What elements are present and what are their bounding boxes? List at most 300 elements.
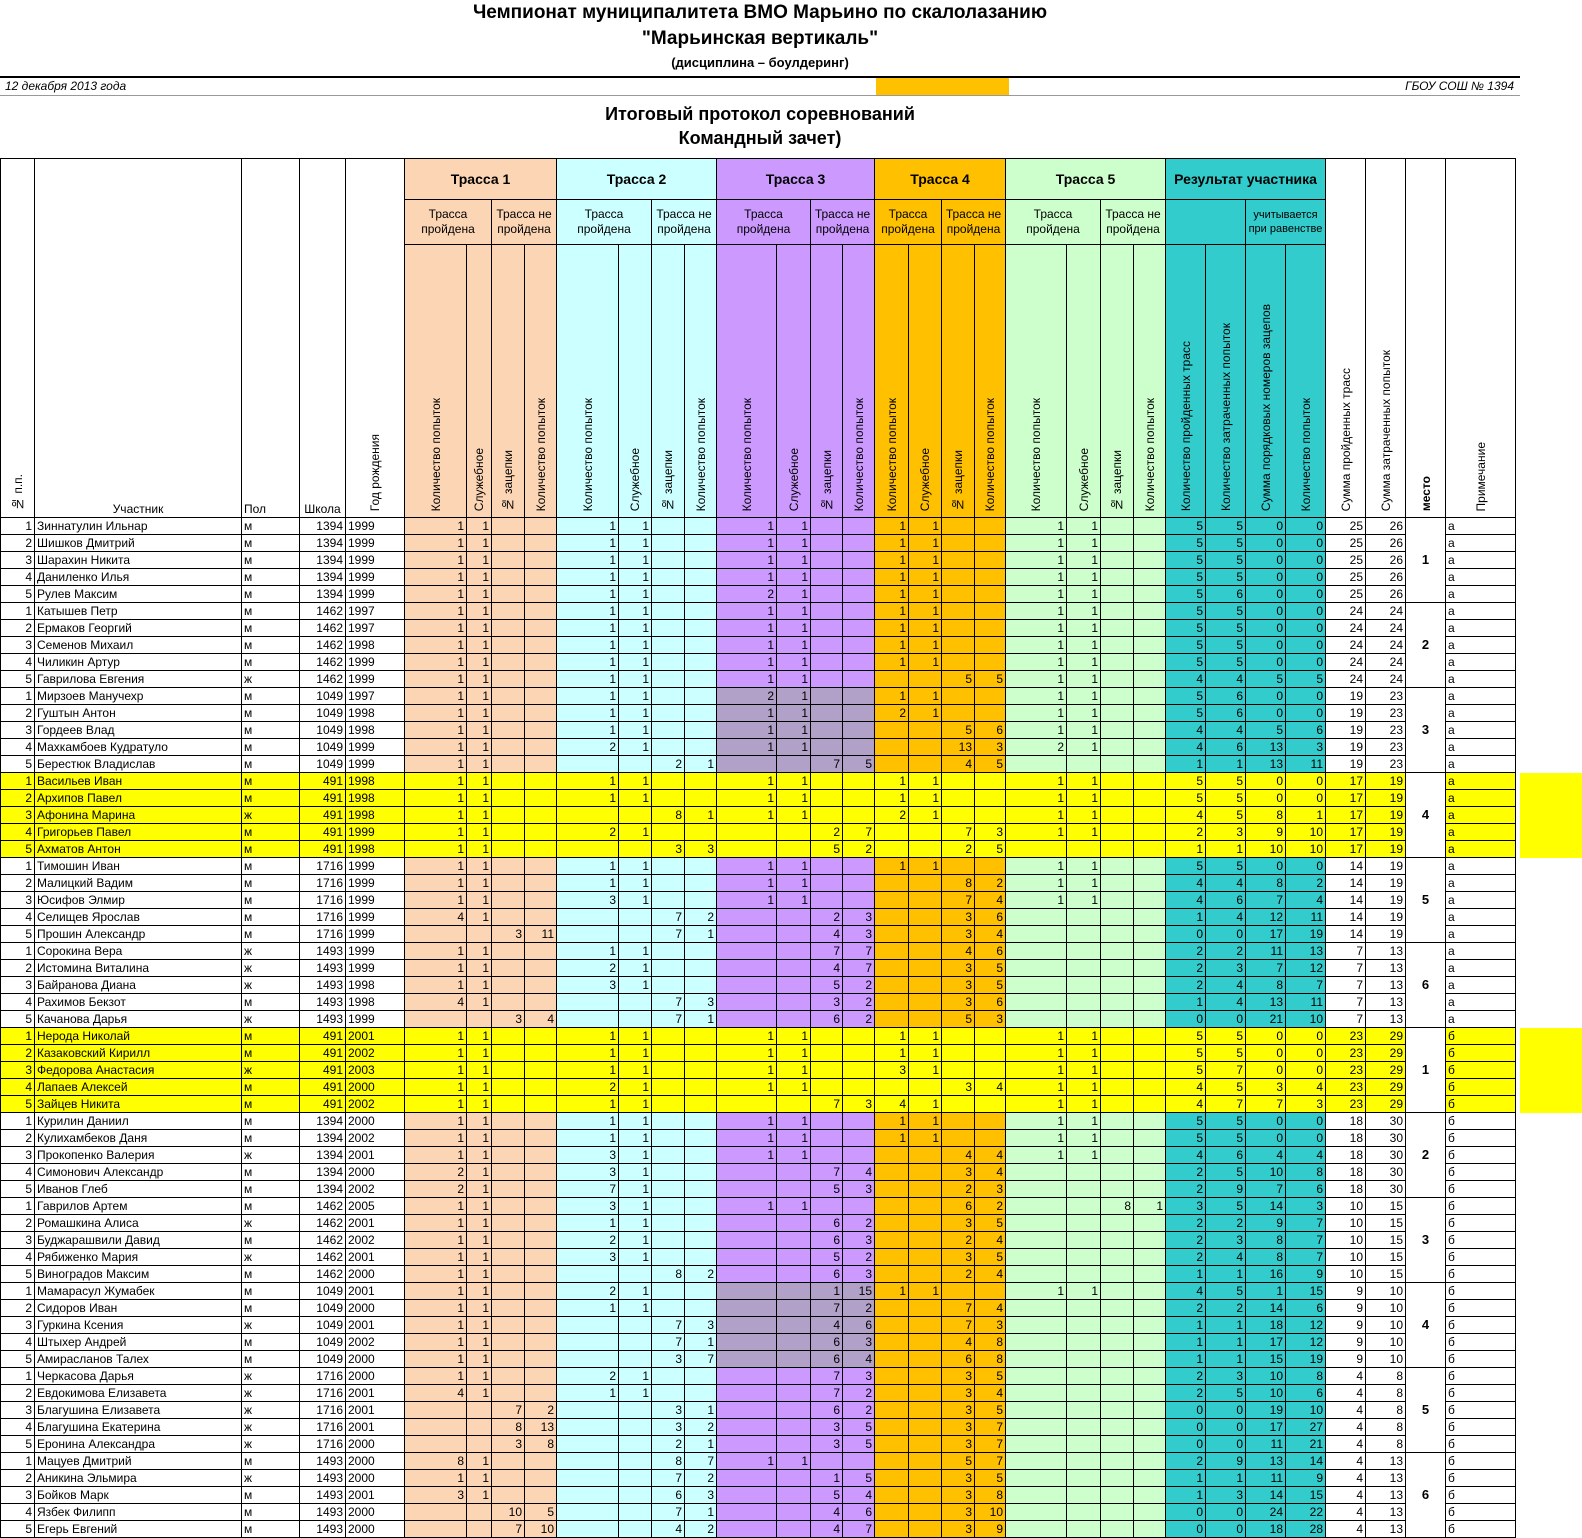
route-4-value: 5 bbox=[975, 1249, 1006, 1266]
title-line-1: Чемпионат муниципалитета ВМО Марьино по скалолазанию bbox=[472, 2, 1048, 23]
route-4-value bbox=[909, 1419, 942, 1436]
result-value: 2 bbox=[1286, 875, 1326, 892]
participant-row bbox=[1, 1113, 1516, 1130]
participant-sex: м bbox=[242, 739, 300, 756]
sum-value: 13 bbox=[1366, 1521, 1406, 1538]
route-5-col-attempts: Количество попыток bbox=[1134, 245, 1166, 518]
route-4-value: 6 bbox=[975, 943, 1006, 960]
route-5-value: 1 bbox=[1067, 1062, 1101, 1079]
route-1-value bbox=[525, 1368, 557, 1385]
route-3-header: Трасса 3 bbox=[717, 159, 875, 200]
sum-value: 25 bbox=[1326, 586, 1366, 603]
route-4-value: 2 bbox=[975, 875, 1006, 892]
participant-row bbox=[1, 586, 1516, 603]
participant-name: Черкасова Дарья bbox=[35, 1368, 242, 1385]
route-4-value: 6 bbox=[942, 1198, 975, 1215]
sum-value: 29 bbox=[1366, 1079, 1406, 1096]
route-1-value bbox=[525, 671, 557, 688]
birth-year: 1999 bbox=[346, 943, 405, 960]
participant-sex: ж bbox=[242, 1011, 300, 1028]
row-number: 2 bbox=[1, 1470, 35, 1487]
route-3-value: 7 bbox=[843, 943, 875, 960]
result-value: 3 bbox=[1206, 1368, 1246, 1385]
route-1-value bbox=[467, 926, 492, 943]
result-value: 5 bbox=[1206, 603, 1246, 620]
sum-value: 29 bbox=[1366, 1096, 1406, 1113]
route-5-value bbox=[1134, 1045, 1166, 1062]
note-value: б bbox=[1446, 1198, 1516, 1215]
route-2-header: Трасса 2 bbox=[557, 159, 717, 200]
route-5-value bbox=[1006, 909, 1067, 926]
route-5-value bbox=[1067, 1317, 1101, 1334]
col-num: № п.п. bbox=[1, 159, 35, 518]
route-4-value: 3 bbox=[975, 824, 1006, 841]
route-4-value bbox=[942, 790, 975, 807]
row-number: 5 bbox=[1, 1181, 35, 1198]
route-5-value bbox=[1134, 1317, 1166, 1334]
participant-sex: м bbox=[242, 1232, 300, 1249]
result-value: 8 bbox=[1286, 1368, 1326, 1385]
row-number: 4 bbox=[1, 824, 35, 841]
route-5-value bbox=[1006, 1011, 1067, 1028]
route-1-value: 3 bbox=[492, 1436, 525, 1453]
route-5-value bbox=[1134, 1164, 1166, 1181]
route-1-value bbox=[525, 552, 557, 569]
route-5-value bbox=[1101, 1079, 1134, 1096]
result-value: 4 bbox=[1206, 671, 1246, 688]
participant-row bbox=[1, 1521, 1516, 1538]
route-5-value: 1 bbox=[1006, 773, 1067, 790]
result-value: 3 bbox=[1206, 824, 1246, 841]
event-date: 12 декабря 2013 года bbox=[5, 79, 127, 93]
result-value: 0 bbox=[1286, 637, 1326, 654]
sum-value: 10 bbox=[1326, 1232, 1366, 1249]
route-5-value: 1 bbox=[1067, 807, 1101, 824]
sum-value: 8 bbox=[1366, 1419, 1406, 1436]
route-1-value: 1 bbox=[467, 1147, 492, 1164]
route-1-value bbox=[525, 1317, 557, 1334]
route-1-value: 1 bbox=[467, 1453, 492, 1470]
route-2-value bbox=[652, 1368, 685, 1385]
route-4-value: 2 bbox=[875, 807, 909, 824]
result-value: 8 bbox=[1246, 875, 1286, 892]
route-4-value bbox=[875, 1470, 909, 1487]
route-2-value: 7 bbox=[652, 1334, 685, 1351]
route-2-value: 1 bbox=[619, 1028, 652, 1045]
route-5-value: 1 bbox=[1006, 569, 1067, 586]
route-2-value bbox=[652, 1147, 685, 1164]
route-1-value: 1 bbox=[467, 1487, 492, 1504]
result-value: 10 bbox=[1286, 1011, 1326, 1028]
participant-row bbox=[1, 1045, 1516, 1062]
participant-sex: м bbox=[242, 1079, 300, 1096]
result-value: 13 bbox=[1246, 1453, 1286, 1470]
result-value: 0 bbox=[1286, 1045, 1326, 1062]
result-value: 0 bbox=[1286, 1028, 1326, 1045]
r3-not-passed: Трасса не пройдена bbox=[811, 200, 875, 245]
route-2-value bbox=[652, 875, 685, 892]
route-5-value bbox=[1101, 1351, 1134, 1368]
participant-row bbox=[1, 535, 1516, 552]
route-2-value: 2 bbox=[652, 1436, 685, 1453]
note-value: а bbox=[1446, 807, 1516, 824]
route-1-value bbox=[492, 960, 525, 977]
route-4-value bbox=[875, 1453, 909, 1470]
result-value: 5 bbox=[1206, 1079, 1246, 1096]
route-3-value: 1 bbox=[777, 586, 811, 603]
route-2-value bbox=[619, 1402, 652, 1419]
route-5-value bbox=[1006, 1521, 1067, 1538]
route-2-value: 1 bbox=[619, 960, 652, 977]
route-4-value: 6 bbox=[942, 1351, 975, 1368]
participant-sex: м bbox=[242, 1283, 300, 1300]
route-2-value bbox=[652, 1232, 685, 1249]
route-1-value: 1 bbox=[467, 1062, 492, 1079]
route-3-value: 1 bbox=[777, 875, 811, 892]
note-value: а bbox=[1446, 637, 1516, 654]
birth-year: 1999 bbox=[346, 535, 405, 552]
participant-name: Катышев Петр bbox=[35, 603, 242, 620]
route-1-value bbox=[492, 1470, 525, 1487]
route-3-value bbox=[843, 620, 875, 637]
route-1-value bbox=[467, 1011, 492, 1028]
result-value: 1 bbox=[1166, 841, 1206, 858]
route-1-value: 4 bbox=[405, 1385, 467, 1402]
result-value: 5 bbox=[1166, 654, 1206, 671]
team-place: 4 bbox=[1406, 1283, 1446, 1368]
r4-not-passed: Трасса не пройдена bbox=[942, 200, 1006, 245]
participant-school: 1394 bbox=[300, 1147, 346, 1164]
route-1-value: 1 bbox=[467, 1300, 492, 1317]
route-5-value bbox=[1101, 1181, 1134, 1198]
participant-sex: м bbox=[242, 518, 300, 535]
row-number: 4 bbox=[1, 1249, 35, 1266]
route-4-value bbox=[909, 739, 942, 756]
birth-year: 1998 bbox=[346, 790, 405, 807]
birth-year: 2001 bbox=[346, 1487, 405, 1504]
route-4-value: 2 bbox=[942, 1266, 975, 1283]
participant-row bbox=[1, 1436, 1516, 1453]
result-value: 0 bbox=[1166, 1402, 1206, 1419]
result-value: 6 bbox=[1286, 1385, 1326, 1402]
route-2-value bbox=[652, 1181, 685, 1198]
route-5-value bbox=[1006, 1402, 1067, 1419]
route-4-value: 4 bbox=[975, 1385, 1006, 1402]
route-1-value: 1 bbox=[405, 1266, 467, 1283]
sum-value: 15 bbox=[1366, 1232, 1406, 1249]
result-value: 0 bbox=[1286, 654, 1326, 671]
sum-value: 10 bbox=[1326, 1249, 1366, 1266]
route-3-value: 4 bbox=[843, 1351, 875, 1368]
route-3-value: 1 bbox=[777, 790, 811, 807]
route-1-value: 5 bbox=[525, 1504, 557, 1521]
route-3-value: 1 bbox=[717, 705, 777, 722]
route-4-value: 1 bbox=[909, 603, 942, 620]
route-2-value: 1 bbox=[619, 654, 652, 671]
route-3-value: 1 bbox=[777, 1113, 811, 1130]
route-2-value: 1 bbox=[619, 518, 652, 535]
route-5-value bbox=[1101, 824, 1134, 841]
team-place: 4 bbox=[1406, 773, 1446, 858]
result-value: 7 bbox=[1246, 960, 1286, 977]
participant-row bbox=[1, 1232, 1516, 1249]
participant-sex: ж bbox=[242, 1402, 300, 1419]
route-2-value: 1 bbox=[685, 756, 717, 773]
result-value: 9 bbox=[1206, 1181, 1246, 1198]
meta-row bbox=[0, 76, 1520, 96]
route-4-value: 3 bbox=[942, 1436, 975, 1453]
birth-year: 2000 bbox=[346, 1453, 405, 1470]
sum-value: 9 bbox=[1326, 1351, 1366, 1368]
participant-school: 1493 bbox=[300, 1453, 346, 1470]
route-4-value bbox=[909, 960, 942, 977]
sum-value: 23 bbox=[1326, 1045, 1366, 1062]
route-4-value: 1 bbox=[875, 518, 909, 535]
route-2-value: 2 bbox=[557, 739, 619, 756]
route-2-value bbox=[557, 841, 619, 858]
birth-year: 2000 bbox=[346, 1504, 405, 1521]
route-3-value: 1 bbox=[777, 1079, 811, 1096]
result-value: 5 bbox=[1206, 552, 1246, 569]
sum-value: 24 bbox=[1366, 637, 1406, 654]
participant-name: Евдокимова Елизавета bbox=[35, 1385, 242, 1402]
route-2-value bbox=[685, 586, 717, 603]
route-1-value: 1 bbox=[467, 807, 492, 824]
participant-school: 1462 bbox=[300, 1198, 346, 1215]
note-value: б bbox=[1446, 1045, 1516, 1062]
route-1-value: 1 bbox=[405, 654, 467, 671]
participant-sex: м bbox=[242, 858, 300, 875]
route-4-value bbox=[875, 1147, 909, 1164]
sum-value: 23 bbox=[1366, 705, 1406, 722]
sum-value: 8 bbox=[1366, 1385, 1406, 1402]
route-2-value bbox=[685, 943, 717, 960]
route-1-value bbox=[525, 824, 557, 841]
result-value: 15 bbox=[1246, 1351, 1286, 1368]
participant-sex: м bbox=[242, 1130, 300, 1147]
route-2-value: 1 bbox=[619, 858, 652, 875]
result-value: 2 bbox=[1166, 1181, 1206, 1198]
route-1-value: 1 bbox=[467, 790, 492, 807]
route-5-value bbox=[1101, 1232, 1134, 1249]
result-value: 3 bbox=[1286, 1198, 1326, 1215]
route-3-value bbox=[811, 1198, 843, 1215]
route-4-value bbox=[909, 1011, 942, 1028]
participant-row bbox=[1, 807, 1516, 824]
route-4-value: 1 bbox=[875, 1113, 909, 1130]
result-value: 5 bbox=[1206, 654, 1246, 671]
route-5-value: 1 bbox=[1067, 1045, 1101, 1062]
route-1-value: 1 bbox=[467, 1181, 492, 1198]
birth-year: 1999 bbox=[346, 739, 405, 756]
route-1-value bbox=[525, 1147, 557, 1164]
route-3-value bbox=[777, 1164, 811, 1181]
birth-year: 2001 bbox=[346, 1385, 405, 1402]
participant-sex: м bbox=[242, 1266, 300, 1283]
route-1-value bbox=[525, 620, 557, 637]
route-1-value: 2 bbox=[405, 1181, 467, 1198]
route-2-value: 7 bbox=[652, 1470, 685, 1487]
route-4-value bbox=[875, 671, 909, 688]
route-4-value bbox=[875, 841, 909, 858]
route-2-value bbox=[557, 1436, 619, 1453]
result-value: 0 bbox=[1246, 620, 1286, 637]
route-1-value bbox=[525, 960, 557, 977]
note-value: б bbox=[1446, 1453, 1516, 1470]
sum-value: 7 bbox=[1326, 943, 1366, 960]
sum-value: 24 bbox=[1326, 637, 1366, 654]
sum-value: 4 bbox=[1326, 1470, 1366, 1487]
row-number: 3 bbox=[1, 1147, 35, 1164]
route-1-value: 1 bbox=[467, 518, 492, 535]
route-4-value: 4 bbox=[975, 1079, 1006, 1096]
route-5-value bbox=[1134, 858, 1166, 875]
route-1-value: 1 bbox=[467, 535, 492, 552]
note-value: а bbox=[1446, 654, 1516, 671]
sum-value: 26 bbox=[1366, 569, 1406, 586]
row-number: 1 bbox=[1, 1113, 35, 1130]
route-5-value bbox=[1006, 1436, 1067, 1453]
route-4-value bbox=[909, 1198, 942, 1215]
result-value: 8 bbox=[1246, 807, 1286, 824]
result-value: 2 bbox=[1166, 1164, 1206, 1181]
result-value: 4 bbox=[1206, 1249, 1246, 1266]
route-5-value bbox=[1134, 1487, 1166, 1504]
route-2-value: 1 bbox=[619, 1368, 652, 1385]
route-2-value bbox=[685, 1045, 717, 1062]
birth-year: 2002 bbox=[346, 1232, 405, 1249]
route-3-value bbox=[777, 1317, 811, 1334]
route-2-value bbox=[557, 1317, 619, 1334]
route-5-value bbox=[1134, 926, 1166, 943]
route-1-value: 1 bbox=[467, 1351, 492, 1368]
result-value: 0 bbox=[1286, 586, 1326, 603]
route-1-value: 1 bbox=[467, 892, 492, 909]
route-4-value: 3 bbox=[942, 1504, 975, 1521]
route-5-value bbox=[1006, 1385, 1067, 1402]
route-1-value: 1 bbox=[405, 960, 467, 977]
result-value: 0 bbox=[1246, 1028, 1286, 1045]
route-2-value bbox=[685, 688, 717, 705]
route-5-value bbox=[1134, 569, 1166, 586]
result-value: 1 bbox=[1166, 909, 1206, 926]
route-3-value bbox=[811, 1079, 843, 1096]
participant-row bbox=[1, 705, 1516, 722]
result-value: 4 bbox=[1166, 892, 1206, 909]
route-1-value bbox=[492, 875, 525, 892]
result-value: 2 bbox=[1166, 1368, 1206, 1385]
route-1-value: 1 bbox=[405, 824, 467, 841]
route-4-value: 1 bbox=[909, 637, 942, 654]
route-5-value bbox=[1067, 1181, 1101, 1198]
result-value: 1 bbox=[1206, 1351, 1246, 1368]
note-value: б bbox=[1446, 1470, 1516, 1487]
note-value: а bbox=[1446, 586, 1516, 603]
route-1-value: 1 bbox=[405, 1215, 467, 1232]
route-3-value bbox=[843, 637, 875, 654]
participant-row bbox=[1, 1504, 1516, 1521]
route-2-value bbox=[685, 790, 717, 807]
route-3-value bbox=[843, 688, 875, 705]
route-5-value: 1 bbox=[1006, 1062, 1067, 1079]
route-3-value bbox=[811, 739, 843, 756]
participant-row bbox=[1, 1011, 1516, 1028]
participant-sex: м bbox=[242, 620, 300, 637]
route-3-value: 3 bbox=[843, 1096, 875, 1113]
route-2-value: 1 bbox=[619, 773, 652, 790]
row-number: 4 bbox=[1, 994, 35, 1011]
route-3-value: 3 bbox=[843, 1266, 875, 1283]
route-4-value bbox=[942, 807, 975, 824]
route-4-value: 1 bbox=[875, 535, 909, 552]
route-3-value bbox=[717, 1470, 777, 1487]
participant-school: 491 bbox=[300, 1045, 346, 1062]
route-4-value bbox=[942, 1130, 975, 1147]
route-5-value bbox=[1067, 1198, 1101, 1215]
route-5-value: 1 bbox=[1067, 892, 1101, 909]
route-3-value: 2 bbox=[843, 977, 875, 994]
route-4-value bbox=[909, 1351, 942, 1368]
route-5-value bbox=[1134, 1215, 1166, 1232]
route-4-value bbox=[909, 1079, 942, 1096]
route-5-value: 1 bbox=[1067, 688, 1101, 705]
route-3-value bbox=[811, 722, 843, 739]
route-4-value bbox=[975, 535, 1006, 552]
route-1-value: 1 bbox=[405, 1198, 467, 1215]
route-4-value: 1 bbox=[909, 1045, 942, 1062]
r5-passed: Трасса пройдена bbox=[1006, 200, 1101, 245]
row-number: 3 bbox=[1, 1232, 35, 1249]
route-4-value: 2 bbox=[942, 1232, 975, 1249]
sum-value: 23 bbox=[1326, 1079, 1366, 1096]
row-number: 3 bbox=[1, 892, 35, 909]
route-5-value bbox=[1101, 994, 1134, 1011]
route-5-value bbox=[1006, 1419, 1067, 1436]
result-value: 0 bbox=[1286, 705, 1326, 722]
route-5-value: 1 bbox=[1006, 586, 1067, 603]
route-4-value bbox=[975, 807, 1006, 824]
route-2-value: 2 bbox=[557, 960, 619, 977]
route-5-value bbox=[1101, 943, 1134, 960]
result-value: 5 bbox=[1166, 773, 1206, 790]
route-3-value bbox=[777, 909, 811, 926]
route-1-value: 1 bbox=[467, 637, 492, 654]
sum-value: 24 bbox=[1326, 603, 1366, 620]
sum-value: 10 bbox=[1326, 1266, 1366, 1283]
route-5-value bbox=[1006, 1249, 1067, 1266]
participant-school: 1716 bbox=[300, 875, 346, 892]
sum-value: 4 bbox=[1326, 1385, 1366, 1402]
route-4-value bbox=[909, 1181, 942, 1198]
route-2-value: 1 bbox=[557, 603, 619, 620]
route-4-value: 3 bbox=[975, 1011, 1006, 1028]
participant-row bbox=[1, 1453, 1516, 1470]
route-2-value: 1 bbox=[685, 807, 717, 824]
sum-value: 17 bbox=[1326, 807, 1366, 824]
route-4-value bbox=[875, 1351, 909, 1368]
route-2-value bbox=[652, 960, 685, 977]
route-4-value: 3 bbox=[942, 909, 975, 926]
route-1-value bbox=[525, 858, 557, 875]
route-5-value: 1 bbox=[1006, 535, 1067, 552]
result-value: 15 bbox=[1286, 1487, 1326, 1504]
route-2-value bbox=[652, 1283, 685, 1300]
route-4-value: 1 bbox=[909, 1096, 942, 1113]
participant-name: Байранова Диана bbox=[35, 977, 242, 994]
participant-name: Афонина Марина bbox=[35, 807, 242, 824]
sum-value: 24 bbox=[1366, 603, 1406, 620]
route-1-value bbox=[492, 569, 525, 586]
